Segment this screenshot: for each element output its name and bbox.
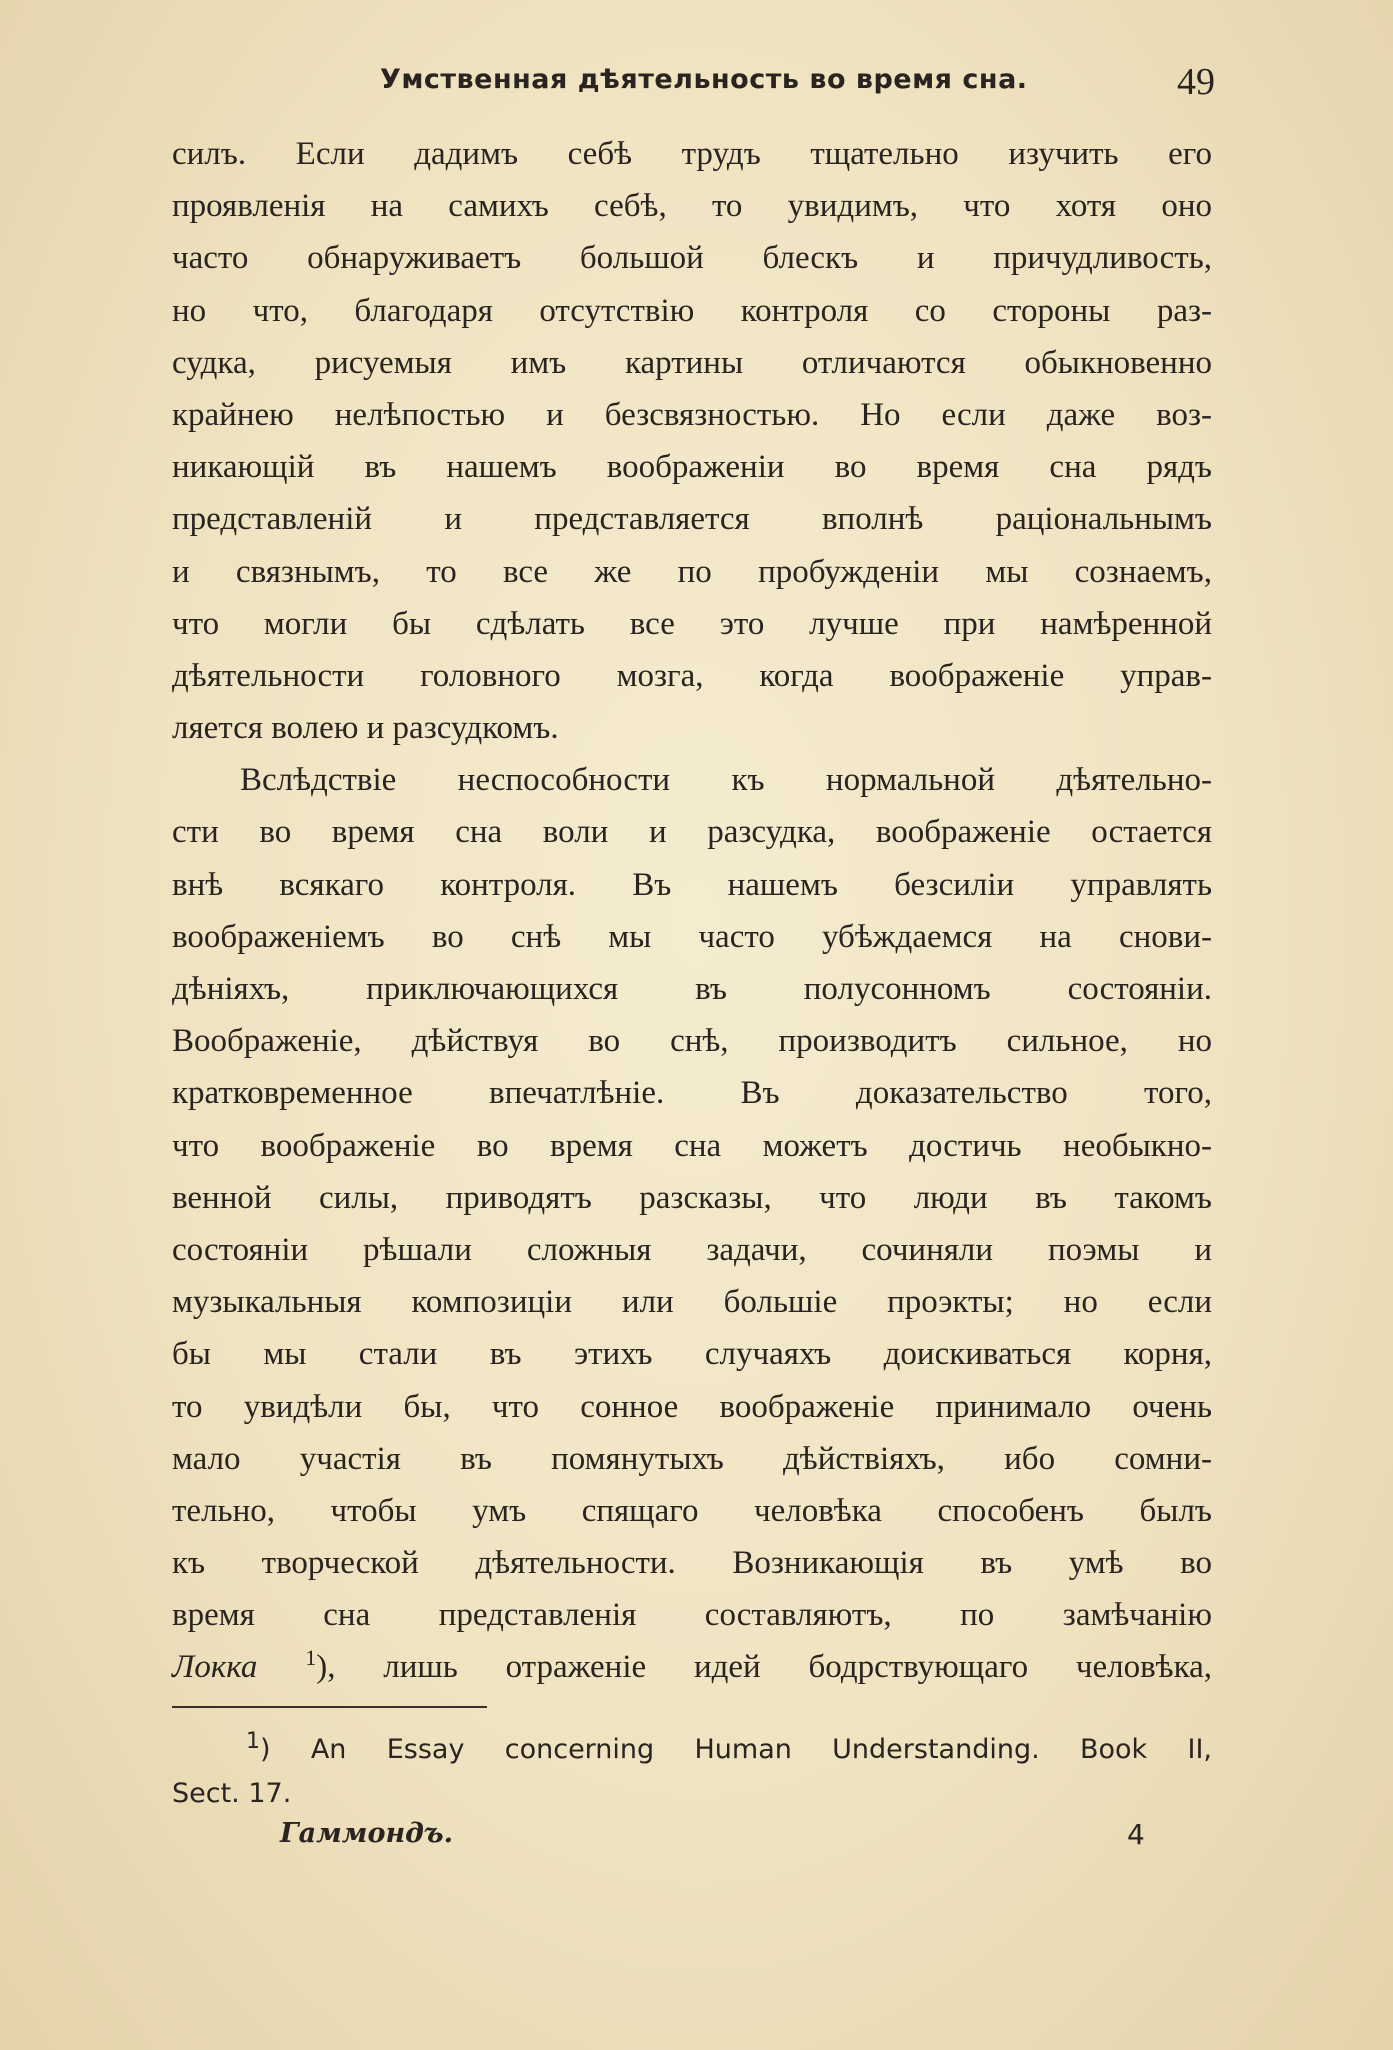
text-line: бы мы стали въ этихъ случаяхъ доискиваться корня, bbox=[172, 1336, 1212, 1373]
footnote-reference: 1 bbox=[305, 1645, 317, 1671]
text-line: время сна представленія составляютъ, по замѣчанію bbox=[172, 1597, 1212, 1634]
text-line: ляется волею и разсудкомъ. bbox=[172, 710, 559, 747]
text-line: воображеніемъ во снѣ мы часто убѣждаемся на снови- bbox=[172, 918, 1212, 955]
text-line: что могли бы сдѣлать все это лучше при намѣренной bbox=[172, 605, 1212, 642]
text-line: проявленія на самихъ себѣ, то увидимъ, что хотя оно bbox=[172, 188, 1212, 225]
text-line: дѣніяхъ, приключающихся въ полусонномъ состояніи. bbox=[172, 971, 1212, 1007]
text-line: состояніи рѣшали сложныя задачи, сочиняли поэмы и bbox=[172, 1231, 1212, 1268]
text-line: часто обнаруживаетъ большой блескъ и причудливость, bbox=[172, 240, 1212, 277]
text-line: дѣятельности головного мозга, когда воображеніе управ- bbox=[172, 657, 1212, 694]
footnote-line bbox=[172, 1728, 1212, 1772]
text-line: крайнею нелѣпостью и безсвязностью. Но если даже воз- bbox=[172, 396, 1212, 433]
text-line: и связнымъ, то все же по пробужденіи мы сознаемъ, bbox=[172, 553, 1212, 590]
text-line: что воображеніе во время сна можетъ достичь необыкно- bbox=[172, 1127, 1212, 1164]
body-text bbox=[172, 128, 1212, 1694]
page-number: 49 bbox=[1177, 61, 1215, 103]
text-line: мало участія въ помянутыхъ дѣйствіяхъ, ибо сомни- bbox=[172, 1440, 1212, 1477]
text-line: судка, рисуемыя имъ картины отличаются обыкновенно bbox=[172, 344, 1212, 381]
text-line: силъ. Если дадимъ себѣ трудъ тщательно изучить его bbox=[172, 136, 1212, 172]
signature-row bbox=[172, 1818, 1212, 1862]
footnote-text: ) An Essay concerning Human Understanding. Book II, bbox=[260, 1734, 1212, 1765]
text-line: представленій и представляется вполнѣ раціональнымъ bbox=[172, 501, 1212, 538]
running-head bbox=[170, 58, 1215, 108]
footnote-line: Sect. 17. bbox=[172, 1778, 292, 1809]
text-line: Воображеніе, дѣйствуя во снѣ, производитъ сильное, но bbox=[172, 1023, 1212, 1060]
text-line: сти во время сна воли и разсудка, воображеніе остается bbox=[172, 814, 1212, 851]
text-line: къ творческой дѣятельности. Возникающія въ умѣ во bbox=[172, 1545, 1212, 1582]
text-line: тельно, чтобы умъ спящаго человѣка способенъ былъ bbox=[172, 1492, 1212, 1529]
footnote-marker: 1 bbox=[246, 1729, 260, 1754]
cited-author-name: Локка bbox=[172, 1649, 258, 1686]
footnote bbox=[172, 1728, 1212, 1816]
text-line: венной силы, приводятъ разсказы, что люди въ такомъ bbox=[172, 1179, 1212, 1216]
text-line: музыкальныя композиціи или большіе проэкты; но если bbox=[172, 1284, 1212, 1321]
text-line: внѣ всякаго контроля. Въ нашемъ безсиліи управлять bbox=[172, 866, 1212, 903]
text-line-with-footnote-ref bbox=[172, 1641, 1212, 1693]
text-line: никающій въ нашемъ воображеніи во время сна рядъ bbox=[172, 449, 1212, 486]
text-line: но что, благодаря отсутствію контроля со стороны раз- bbox=[172, 292, 1212, 329]
signature-sheet-number: 4 bbox=[1127, 1818, 1145, 1851]
text-line-remainder: ), лишь отраженіе идей бодрствующаго человѣка, bbox=[316, 1649, 1213, 1686]
footnote-rule bbox=[172, 1706, 487, 1708]
text-line: кратковременное впечатлѣніе. Въ доказательство того, bbox=[172, 1075, 1212, 1112]
text-line: Вслѣдствіе неспособности къ нормальной дѣятельно- bbox=[240, 762, 1212, 799]
signature-author: Гаммондъ. bbox=[280, 1818, 453, 1849]
running-title: Умственная дѣятельность во время сна. bbox=[380, 64, 1028, 95]
text-line: то увидѣли бы, что сонное воображеніе принимало очень bbox=[172, 1388, 1212, 1425]
